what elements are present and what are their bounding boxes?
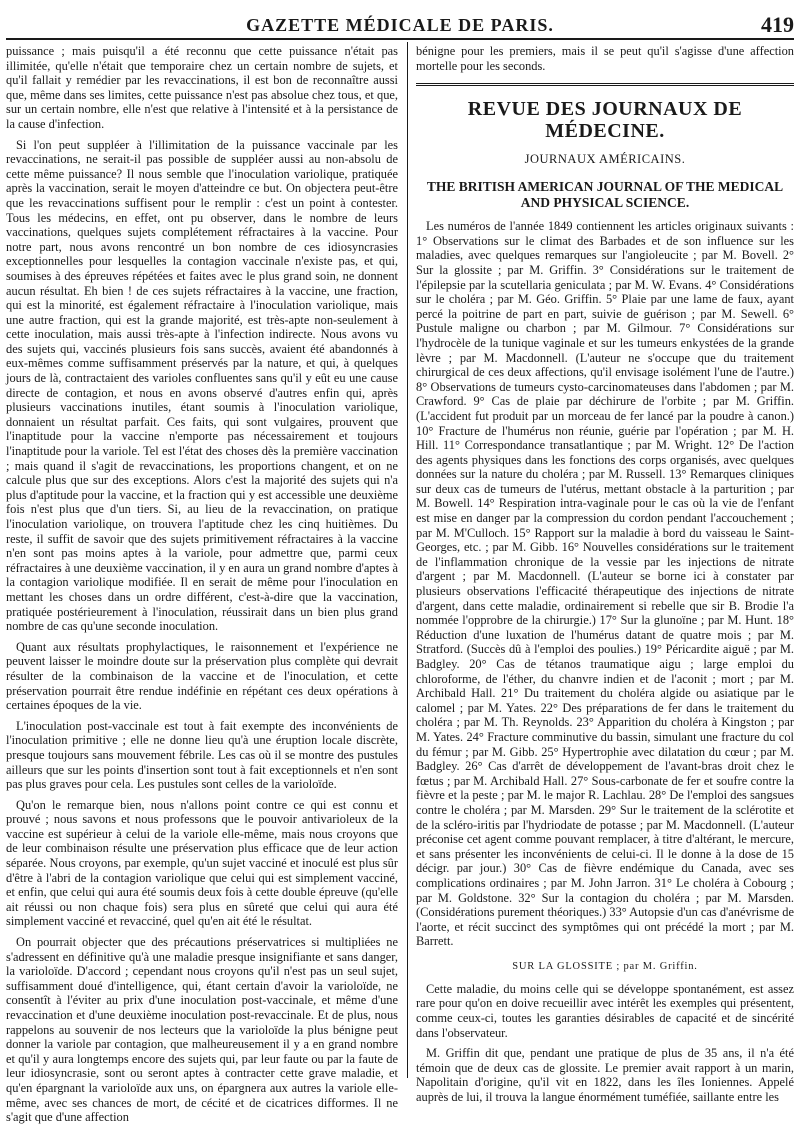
journal-title: THE BRITISH AMERICAN JOURNAL OF THE MEDICAL AND PHYSICAL SCIENCE. — [426, 179, 784, 211]
left-column — [6, 44, 398, 1131]
section-divider — [416, 83, 794, 86]
newspaper-title: GAZETTE MÉDICALE DE PARIS. — [246, 15, 554, 35]
page-number: 419 — [761, 12, 794, 37]
paragraph: Quant aux résultats prophylactiques, le raisonnement et l'expérience ne peuvent laisser le moindre doute sur la préservation plus complète qui devrait résulter de la combinaison de la vaccine et de l'inoculation, et cette préservation pourrait être rendue indéfinie en répétant ces deux opérations à certaines époques de la vie. — [6, 639, 398, 713]
paragraph: puissance ; mais puisqu'il a été reconnu que cette puissance n'était pas illimitée, qu'elle n'était que temporaire chez un certain nombre de sujets, et qu'il fallait y remédier par les revaccinations, il est bon de reconnaître aussi que, même dans ses limites, cette puissance n'est pas absolue chez tous, et que, sur un certain nombre, elle n'est que relative à l'intensité et à la persistance de la cause d'infection. — [6, 44, 398, 131]
paragraph: Cette maladie, du moins celle qui se développe spontanément, est assez rare pour qu'on en doive recueillir avec intérêt les exemples qui présentent, comme ceux-ci, toutes les garanties désirables de capacité et de sincérité dans l'observateur. — [416, 981, 794, 1040]
column-divider — [407, 42, 408, 1078]
masthead — [6, 12, 794, 40]
section-subtitle: JOURNAUX AMÉRICAINS. — [524, 152, 686, 167]
article-heading: SUR LA GLOSSITE ; par M. Griffin. — [512, 960, 698, 972]
articles-list-paragraph: Les numéros de l'année 1849 contiennent les articles originaux suivants : 1° Observations sur le climat des Barbades et de son influence sur les maladies, avec quelques remarques sur l'angioleucite ; par M. Bovell. 2° Sur la glossite ; par M. Griffin. 3° Considérations sur le traitement de l'épilepsie par la scutellaria geniculata ; par M. W. Evans. 4° Considérations sur le choléra ; par M. Géo. Griffin. 5° Plaie par une lame de faux, ayant percé la poitrine de part en part, suivie de guérison ; par M. Sewell. 6° Pustule maligne ou charbon ; par M. Gilmour. 7° Considérations sur l'hydrocèle de la tunique vaginale et sur les tumeurs enkystées de la grande lèvre ; par M. Macdonnell. (L'auteur ne s'occupe que du traitement chirurgical de ces deux affections, qu'il envisage isolément l'une de l'autre.) 8° Observations de tumeurs cysto-carcinomateuses dans l'abdomen ; par M. Crawford. 9° Cas de plaie par déchirure de l'orbite ; par M. Griffin. (L'accident fut produit par un morceau de fer lancé par la poudre à canon.) 10° Fracture de l'humérus non réunie, guérie par l'opération ; par M. H. Hill. 11° Correspondance transatlantique ; par M. Wright. 12° De l'action des agents physiques dans les fonctions des corps organisés, avec quelques données sur la nature du choléra ; par M. Russell. 13° Remarques cliniques sur deux cas de tumeurs de l'utérus, mettant obstacle à la parturition ; par M. Bowell. 14° Respiration intra-vaginale pour le cas où la vie de l'enfant est mise en danger par la compression du cordon pendant l'accouchement ; par M. M'Culloch. 15° Rapport sur la maladie à bord du vaisseau le Saint-Georges, etc. ; par M. Gibb. 16° Nouvelles considérations sur le traitement de l'inflammation chronique de la vessie par les injections de nitrate d'argent ; par M. Macdonnell. (L'auteur se borne ici à constater par plusieurs observations l'efficacité thérapeutique des injections de nitrate d'argent, dans cette maladie, ordinairement si rebelle que sir B. Brodie l'a nommée l'opprobre de la chirurgie.) 17° Sur la glunoïne ; par M. Hunt. 18° Réduction d'une luxation de l'humérus datant de quatre mois ; par M. Stratford. (Succès dû à l'emploi des poulies.) 19° Péricardite aiguë ; par M. Badgley. 20° Cas de tétanos traumatique aigu ; large emploi du chloroforme, de l'éther, du chanvre indien et de l'aconit ; mort ; par M. Archibald Hall. 21° Du traitement du choléra algide ou asiatique par le calomel ; par M. Yates. 22° Des préparations de fer dans le traitement du choléra ; par M. Th. Reynolds. 23° Apparition du choléra à Kingston ; par M. Yates. 24° Fracture comminutive du bassin, simulant une fracture du col du fémur ; par M. Gibb. 25° Hypertrophie avec dilatation du cœur ; par M. Badgley. 26° Cas d'arrêt de développement de l'avant-bras droit chez le fœtus ; par M. Archibald Hall. 27° Sous-carbonate de fer et soufre contre la fièvre et la peste ; par M. le major R. Lachlau. 28° De l'emploi des sangsues contre le choléra ; par M. Marsden. 29° Sur le traitement de la sclérotite et de la scléro-iritis par l'hydriodate de potasse ; par M. Macdonnell. (L'auteur préconise cet agent comme pouvant remplacer, à titre d'altérant, le mercure, et sans présenter les inconvénients de celui-ci. Il le donne à la dose de 15 décigr. par jour.) 30° Cas de fièvre endémique du Canada, avec ses complications ordinaires ; par M. John Jarron. 31° Le choléra à Cobourg ; par M. Goldstone. 32° Sur la contagion du choléra ; par M. Marsden. (Considérations purement théoriques.) 33° Autopsie d'un cas d'anévrisme de l'aorte, et récit succinct des symptômes qui ont précédé la mort ; par M. Barrett. — [416, 219, 794, 949]
paragraph: On pourrait objecter que des précautions préservatrices si multipliées ne s'adressent en définitive qu'à une maladie presque insignifiante et sans danger, la varioloïde. D'accord ; cependant nous croyons qu'il n'est pas un seul sujet, suffisamment doué d'intelligence, qui, étant certain d'avoir la varioloïde, ne consentît à l'éviter au prix d'une inoculation post-vaccinale, et même d'une revaccination et d'une deuxième inoculation post-revaccinale. Et de plus, nous rappelons au souvenir de nos lecteurs que la varioloïde la plus bénigne peut donner la variole par contagion, que malheureusement il y a en grand nombre et qu'il y aura longtemps encore des sujets qui, par leur faute ou par la faute de leur idiosyncrasie, sont ou seront aptes à contracter cette grave maladie, et qu'en épargnant la varioloïde aux uns, on épargnera aux autres la variole elle-même, avec ses chances de mort, de cécité et de cicatrices difformes. Il ne s'agit que d'une affection — [6, 935, 398, 1125]
paragraph: M. Griffin dit que, pendant une pratique de plus de 35 ans, il n'a été témoin que de deux cas de glossite. Le premier avait rapport à un marin, Napolitain d'origine, qu'il vit en 1822, dans les îles Ioniennes. Appelé auprès de lui, il trouva la langue énormément tuméfiée, saillante entre les — [416, 1046, 794, 1105]
section-title: REVUE DES JOURNAUX DE MÉDECINE. — [467, 98, 743, 143]
paragraph: Qu'on le remarque bien, nous n'allons point contre ce qui est connu et prouvé ; nous savons et nous professons que le pouvoir antivarioleux de la vaccine est supérieur à celui de la variole elle-même, mais nous croyons que de leur combinaison résulte une préservation plus efficace que de leur action séparée. Nous croyons, par exemple, qu'un sujet vacciné et inoculé est plus sûr d'être à l'abri de la contagion variolique que celui qui est simplement vacciné, et enfin, que celui qui aura été soumis deux fois à cette double épreuve (qu'elle ait réussi ou non chaque fois) sera plus en sûreté que celui qui aura été simplement vacciné et revacciné, quel qu'en ait été le résultat. — [6, 797, 398, 929]
paragraph: Si l'on peut suppléer à l'illimitation de la puissance vaccinale par les revaccinations, ne serait-il pas possible de suppléer aussi au non-absolu de cette même puissance? Il nous semble que l'inoculation variolique, pratiquée après la vaccination, serait le moyen d'atteindre ce but. On objectera peut-être que les revaccinations suffisent pour le remplir : c'est un point à contester. Tous les médecins, en effet, ont pu observer, dans le nombre de leurs vaccinations, quelques sujets complétement réfractaires à la vaccine. Pour notre part, nous avons rencontré un bon nombre de ces idiosyncrasies exceptionnelles pour lesquelles la contagion vaccinale n'existe pas, et qui, soumises à des épreuves répétées et faites avec le plus grand soin, ne donnent aucun résultat. Eh bien ! de ces sujets réfractaires à la vaccine, une fraction, qui est la minorité, est également réfractaire à l'inoculation variolique, mais une autre fraction, qui est la grande majorité, est très-apte non-seulement à cette inoculation, mais aussi très-apte à l'infection indirecte. Nous avons vu des sujets qui, vaccinés plusieurs fois sans succès, avaient été abandonnés à eux-mêmes comme suffisamment préservés par la nature, et qui, à quelques jours de là, contractaient des varioles confluentes sans qu'il y eût eu une cause directe de contagion, et nous en avons observé d'autres enfin qui, après plusieurs vaccinations inutiles, étant soumis à l'inoculation variolique, donnaient un résultat parfait. Ces faits, qui sont vulgaires, prouvent que l'inaptitude pour la vaccine n'emporte pas nécessairement et toujours l'inaptitude pour la variole. Tel est l'état des choses dès la première vaccination ; mais quand il s'agit de revaccinations, les proportions changent, et on ne calcule plus que sur des exceptions. Alors c'est la majorité des sujets qui n'a plus d'aptitude pour la vaccine, et la fraction qui y est accessible une deuxième fois n'est plus que d'un tiers. Si, au lieu de la revaccination, on pratique l'inoculation variolique, on trouvera l'aptitude chez les cinq huitièmes. Du reste, il suffit de savoir que des sujets primitivement réfractaires à la vaccine n'en sont pas moins aptes à la variole, pour admettre que, parmi ceux réfractaires à une deuxième vaccination, il y en aura un grand nombre d'aptes à la contagion variolique modifiée. Il en serait de même pour l'inoculation en mettant les choses dans un ordre différent, c'est-à-dire que la vaccination, pratiquée postérieurement à l'inoculation, réussirait dans un bien plus grand nombre de cas qu'une seconde inoculation. — [6, 137, 398, 634]
paragraph: L'inoculation post-vaccinale est tout à fait exempte des inconvénients de l'inoculation primitive ; elle ne donne lieu qu'à une éruption locale discrète, presque toujours sans mouvement fébrile. Les cas où il se montre des pustules ailleurs que sur les points d'insertion sont tout à fait exceptionnels et n'en sont pas plus graves pour cela. Les pustules sont celles de la varioloïde. — [6, 718, 398, 792]
right-column — [416, 44, 794, 1111]
continued-paragraph: bénigne pour les premiers, mais il se peut qu'il s'agisse d'une affection mortelle pour les seconds. — [416, 44, 794, 73]
